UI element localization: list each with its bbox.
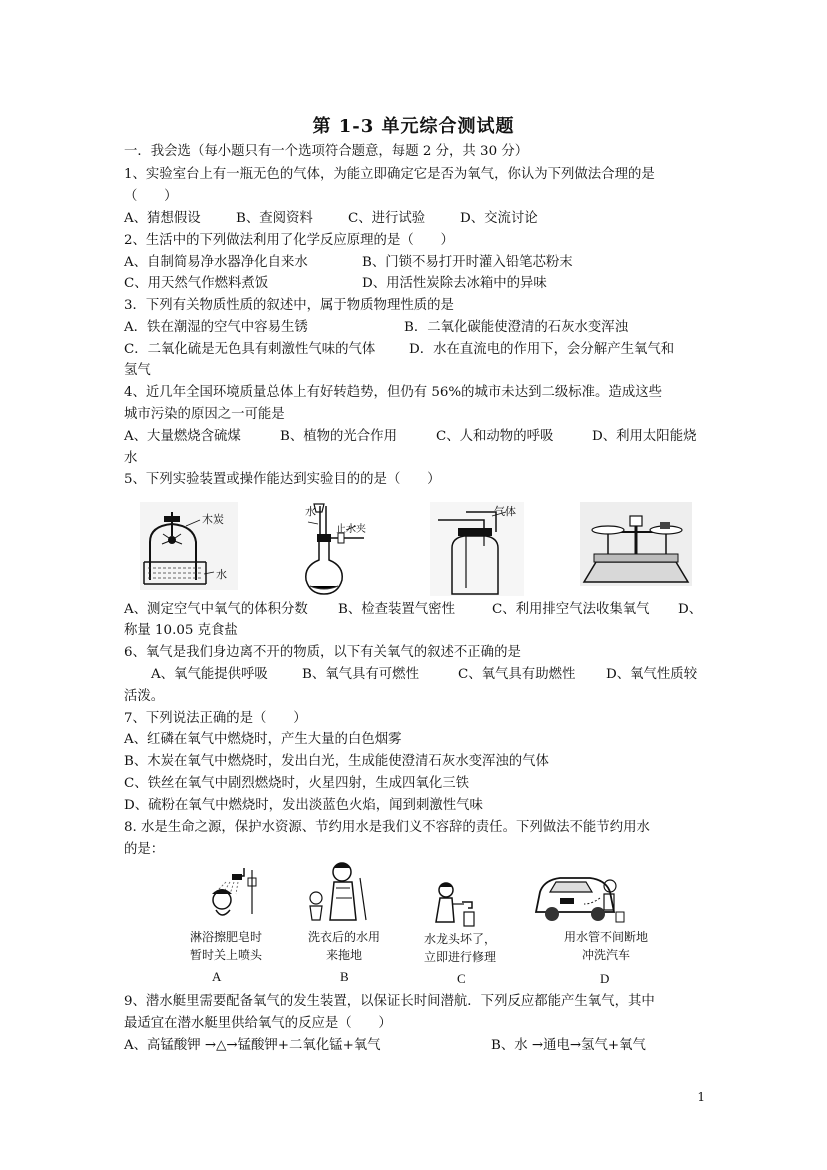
pic-a-caption-line2: 暂时关上喷头 xyxy=(189,948,262,962)
q3-option-c: C．二氧化硫是无色具有刺激性气味的气体 xyxy=(124,342,376,357)
q1-option-c: C、进行试验 xyxy=(348,211,426,226)
q4-option-d-cont: 水 xyxy=(124,451,138,466)
page-title: 第 1-3 单元综合测试题 xyxy=(312,116,515,137)
q1-option-b: B、查阅资料 xyxy=(236,211,313,226)
q6-option-d: D、氧气性质较 xyxy=(606,667,698,682)
q5-option-c: C、利用排空气法收集氧气 xyxy=(492,602,650,617)
q4-option-d: D、利用太阳能烧 xyxy=(592,429,697,444)
q2-option-d: D、用活性炭除去冰箱中的异味 xyxy=(362,276,547,291)
q1-option-a: A、猜想假设 xyxy=(124,211,201,226)
q5-option-b: B、检查装置气密性 xyxy=(338,602,455,617)
q5-option-d: D、 xyxy=(678,602,703,617)
pic-d-caption-line2: 冲洗汽车 xyxy=(581,948,630,962)
q8-stem: 8. 水是生命之源，保护水资源、节约用水是我们义不容辞的责任。下列做法不能节约用水 xyxy=(124,820,650,835)
q1-stem: 1、实验室台上有一瓶无色的气体，为能立即确定它是否为氧气，你认为下列做法合理的是 xyxy=(124,167,655,182)
q9-option-b: B、水 →通电→氢气+氧气 xyxy=(491,1038,646,1053)
q4-option-a: A、大量燃烧含硫煤 xyxy=(124,429,241,444)
pic-c-letter: C xyxy=(457,971,466,986)
q5-option-a: A、测定空气中氧气的体积分数 xyxy=(124,602,308,617)
q3-option-d: D．水在直流电的作用下，会分解产生氧气和 xyxy=(409,342,675,357)
q6-option-d-cont: 活泼。 xyxy=(124,689,165,704)
q3-stem: 3．下列有关物质性质的叙述中，属于物质物理性质的是 xyxy=(124,298,454,313)
laundry-cartoon xyxy=(300,858,372,928)
q2-stem: 2、生活中的下列做法利用了化学反应原理的是（ ） xyxy=(124,233,454,248)
q7-stem: 7、下列说法正确的是（ ） xyxy=(124,711,307,726)
q2-option-a: A、自制简易净水器净化自来水 xyxy=(124,255,308,270)
q9-option-a: A、高锰酸钾 →△→锰酸钾+二氧化锰+氧气 xyxy=(124,1038,381,1053)
q1-option-d: D、交流讨论 xyxy=(460,211,538,226)
q6-option-c: C、氧气具有助燃性 xyxy=(458,667,576,682)
fig-a-label-water: 水 xyxy=(216,569,227,581)
pic-c-caption-line1: 水龙头坏了， xyxy=(423,932,496,946)
page-number: 1 xyxy=(697,1090,705,1104)
q3-option-b: B．二氧化碳能使澄清的石灰水变浑浊 xyxy=(404,320,629,335)
fig-a-label-charcoal: 木炭 xyxy=(202,514,224,526)
q6-option-b: B、氧气具有可燃性 xyxy=(302,667,419,682)
q2-option-b: B、门锁不易打开时灌入铅笔芯粉末 xyxy=(362,255,573,270)
q3-option-d-cont: 氢气 xyxy=(124,363,151,378)
q6-option-a: A、氧气能提供呼吸 xyxy=(151,667,268,682)
pic-b-caption-line2: 来拖地 xyxy=(325,948,362,962)
pic-b-letter: B xyxy=(340,969,349,984)
section-heading: 一．我会选（每小题只有一个选项符合题意，每题 2 分，共 30 分） xyxy=(124,144,529,159)
q2-option-c: C、用天然气作燃料煮饭 xyxy=(124,276,269,291)
q4-option-c: C、人和动物的呼吸 xyxy=(436,429,554,444)
q4-option-b: B、植物的光合作用 xyxy=(280,429,397,444)
q1-stem-cont: （ ） xyxy=(124,189,178,204)
q4-stem: 4、近几年全国环境质量总体上有好转趋势，但仍有 56%的城市未达到二级标准。造成这些 xyxy=(124,385,662,400)
q8-stem-cont: 的是： xyxy=(124,842,165,857)
car-wash-cartoon xyxy=(530,862,628,932)
pic-a-caption-line1: 淋浴擦肥皂时 xyxy=(189,930,262,944)
pic-d-letter: D xyxy=(600,971,610,986)
q3-option-a: A．铁在潮湿的空气中容易生锈 xyxy=(124,320,308,335)
q9-stem-cont: 最适宜在潜水艇里供给氧气的反应是（ ） xyxy=(124,1016,392,1031)
q7-option-c: C、铁丝在氧气中剧烈燃烧时，火星四射，生成四氧化三铁 xyxy=(124,776,470,791)
q4-stem-cont: 城市污染的原因之一可能是 xyxy=(124,407,285,422)
fig-b-label-water: 水 xyxy=(305,506,316,518)
fig-b-label-clamp: 止水夹 xyxy=(336,524,366,535)
q5-stem: 5、下列实验装置或操作能达到实验目的的是（ ） xyxy=(124,472,441,487)
pic-a-letter: A xyxy=(212,969,222,984)
q9-stem: 9、潜水艇里需要配备氧气的发生装置，以保证长时间潜航．下列反应都能产生氧气，其中 xyxy=(124,994,655,1009)
fig-c-label-gas: 气体 xyxy=(494,506,516,518)
q7-option-a: A、红磷在氧气中燃烧时，产生大量的白色烟雾 xyxy=(124,732,402,747)
pic-b-caption-line1: 洗衣后的水用 xyxy=(307,930,380,944)
pic-c-caption-line2: 立即进行修理 xyxy=(423,950,496,964)
balance-figure xyxy=(580,502,692,586)
q7-option-b: B、木炭在氧气中燃烧时，发出白光，生成能使澄清石灰水变浑浊的气体 xyxy=(124,754,549,769)
shower-cartoon xyxy=(196,864,268,926)
pic-d-caption-line1: 用水管不间断地 xyxy=(563,930,648,944)
q6-stem: 6、氧气是我们身边离不开的物质，以下有关氧气的叙述不正确的是 xyxy=(124,645,521,660)
faucet-repair-cartoon xyxy=(426,878,484,930)
q7-option-d: D、硫粉在氧气中燃烧时，发出淡蓝色火焰，闻到刺激性气味 xyxy=(124,798,483,813)
q5-option-d-cont: 称量 10.05 克食盐 xyxy=(124,623,238,638)
